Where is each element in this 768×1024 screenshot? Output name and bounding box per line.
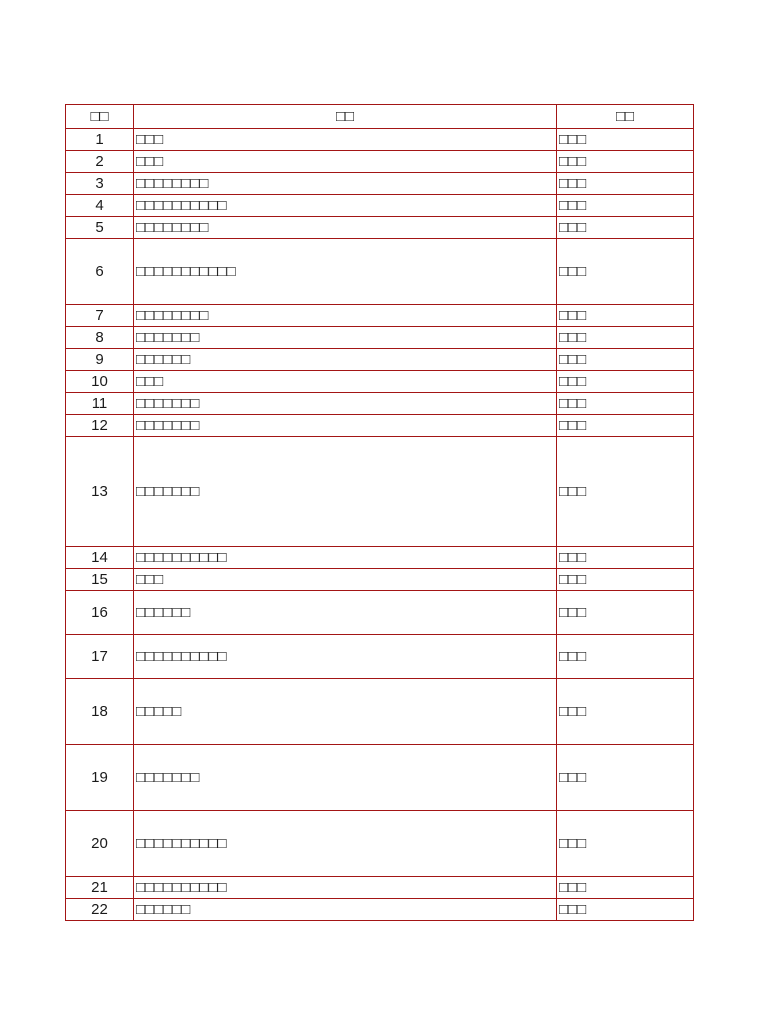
table-row [66,349,694,371]
cell-no: 8 [66,327,134,349]
cell-type: □□□ [557,745,694,811]
cell-no: 18 [66,679,134,745]
cell-no: 13 [66,437,134,547]
cell-type: □□□ [557,635,694,679]
cell-type: □□□ [557,195,694,217]
cell-name: □□□□□ [134,679,557,745]
cell-type: □□□ [557,877,694,899]
cell-type: □□□ [557,173,694,195]
cell-name: □□□□□□□□□□ [134,635,557,679]
table-row [66,899,694,921]
cell-name: □□□□□□ [134,349,557,371]
cell-type: □□□ [557,217,694,239]
table-row [66,195,694,217]
data-table [65,104,694,921]
header-row [66,105,694,129]
cell-name: □□□□□□□□□□ [134,195,557,217]
table-row [66,877,694,899]
header-name: □□ [134,105,557,129]
cell-name: □□□□□□□ [134,327,557,349]
cell-name: □□□ [134,151,557,173]
table-row [66,217,694,239]
cell-name: □□□□□□□ [134,745,557,811]
cell-no: 10 [66,371,134,393]
cell-no: 17 [66,635,134,679]
cell-no: 22 [66,899,134,921]
cell-name: □□□ [134,129,557,151]
table-row [66,569,694,591]
table-row [66,239,694,305]
cell-no: 2 [66,151,134,173]
table-row [66,745,694,811]
cell-name: □□□□□□□□ [134,217,557,239]
table-row [66,679,694,745]
cell-no: 5 [66,217,134,239]
header-type: □□ [557,105,694,129]
header-no: □□ [66,105,134,129]
cell-no: 15 [66,569,134,591]
cell-no: 9 [66,349,134,371]
table-row [66,547,694,569]
table-row [66,437,694,547]
cell-type: □□□ [557,129,694,151]
cell-name: □□□□□□□□□□□ [134,239,557,305]
table-row [66,173,694,195]
cell-no: 12 [66,415,134,437]
cell-name: □□□□□□□□ [134,173,557,195]
cell-type: □□□ [557,305,694,327]
cell-no: 20 [66,811,134,877]
cell-type: □□□ [557,415,694,437]
cell-name: □□□□□□□□ [134,305,557,327]
table-row [66,151,694,173]
cell-type: □□□ [557,371,694,393]
cell-no: 14 [66,547,134,569]
cell-name: □□□□□□□ [134,415,557,437]
cell-no: 7 [66,305,134,327]
cell-no: 16 [66,591,134,635]
cell-name: □□□□□□□ [134,393,557,415]
cell-type: □□□ [557,899,694,921]
cell-type: □□□ [557,151,694,173]
table-row [66,591,694,635]
table-row [66,811,694,877]
cell-no: 21 [66,877,134,899]
cell-type: □□□ [557,679,694,745]
cell-type: □□□ [557,437,694,547]
cell-type: □□□ [557,393,694,415]
cell-no: 6 [66,239,134,305]
cell-name: □□□□□□□□□□ [134,547,557,569]
spreadsheet [65,104,693,921]
cell-name: □□□□□□□□□□ [134,877,557,899]
table-row [66,305,694,327]
cell-type: □□□ [557,811,694,877]
table-row [66,327,694,349]
cell-name: □□□□□□ [134,899,557,921]
cell-no: 4 [66,195,134,217]
cell-type: □□□ [557,239,694,305]
cell-type: □□□ [557,569,694,591]
cell-type: □□□ [557,327,694,349]
cell-no: 1 [66,129,134,151]
table-row [66,415,694,437]
cell-type: □□□ [557,547,694,569]
cell-no: 3 [66,173,134,195]
table-row [66,635,694,679]
table-row [66,129,694,151]
cell-no: 11 [66,393,134,415]
cell-name: □□□ [134,371,557,393]
cell-name: □□□□□□□ [134,437,557,547]
table-row [66,393,694,415]
cell-name: □□□□□□□□□□ [134,811,557,877]
table-row [66,371,694,393]
cell-name: □□□□□□ [134,591,557,635]
cell-name: □□□ [134,569,557,591]
cell-type: □□□ [557,349,694,371]
cell-no: 19 [66,745,134,811]
cell-type: □□□ [557,591,694,635]
